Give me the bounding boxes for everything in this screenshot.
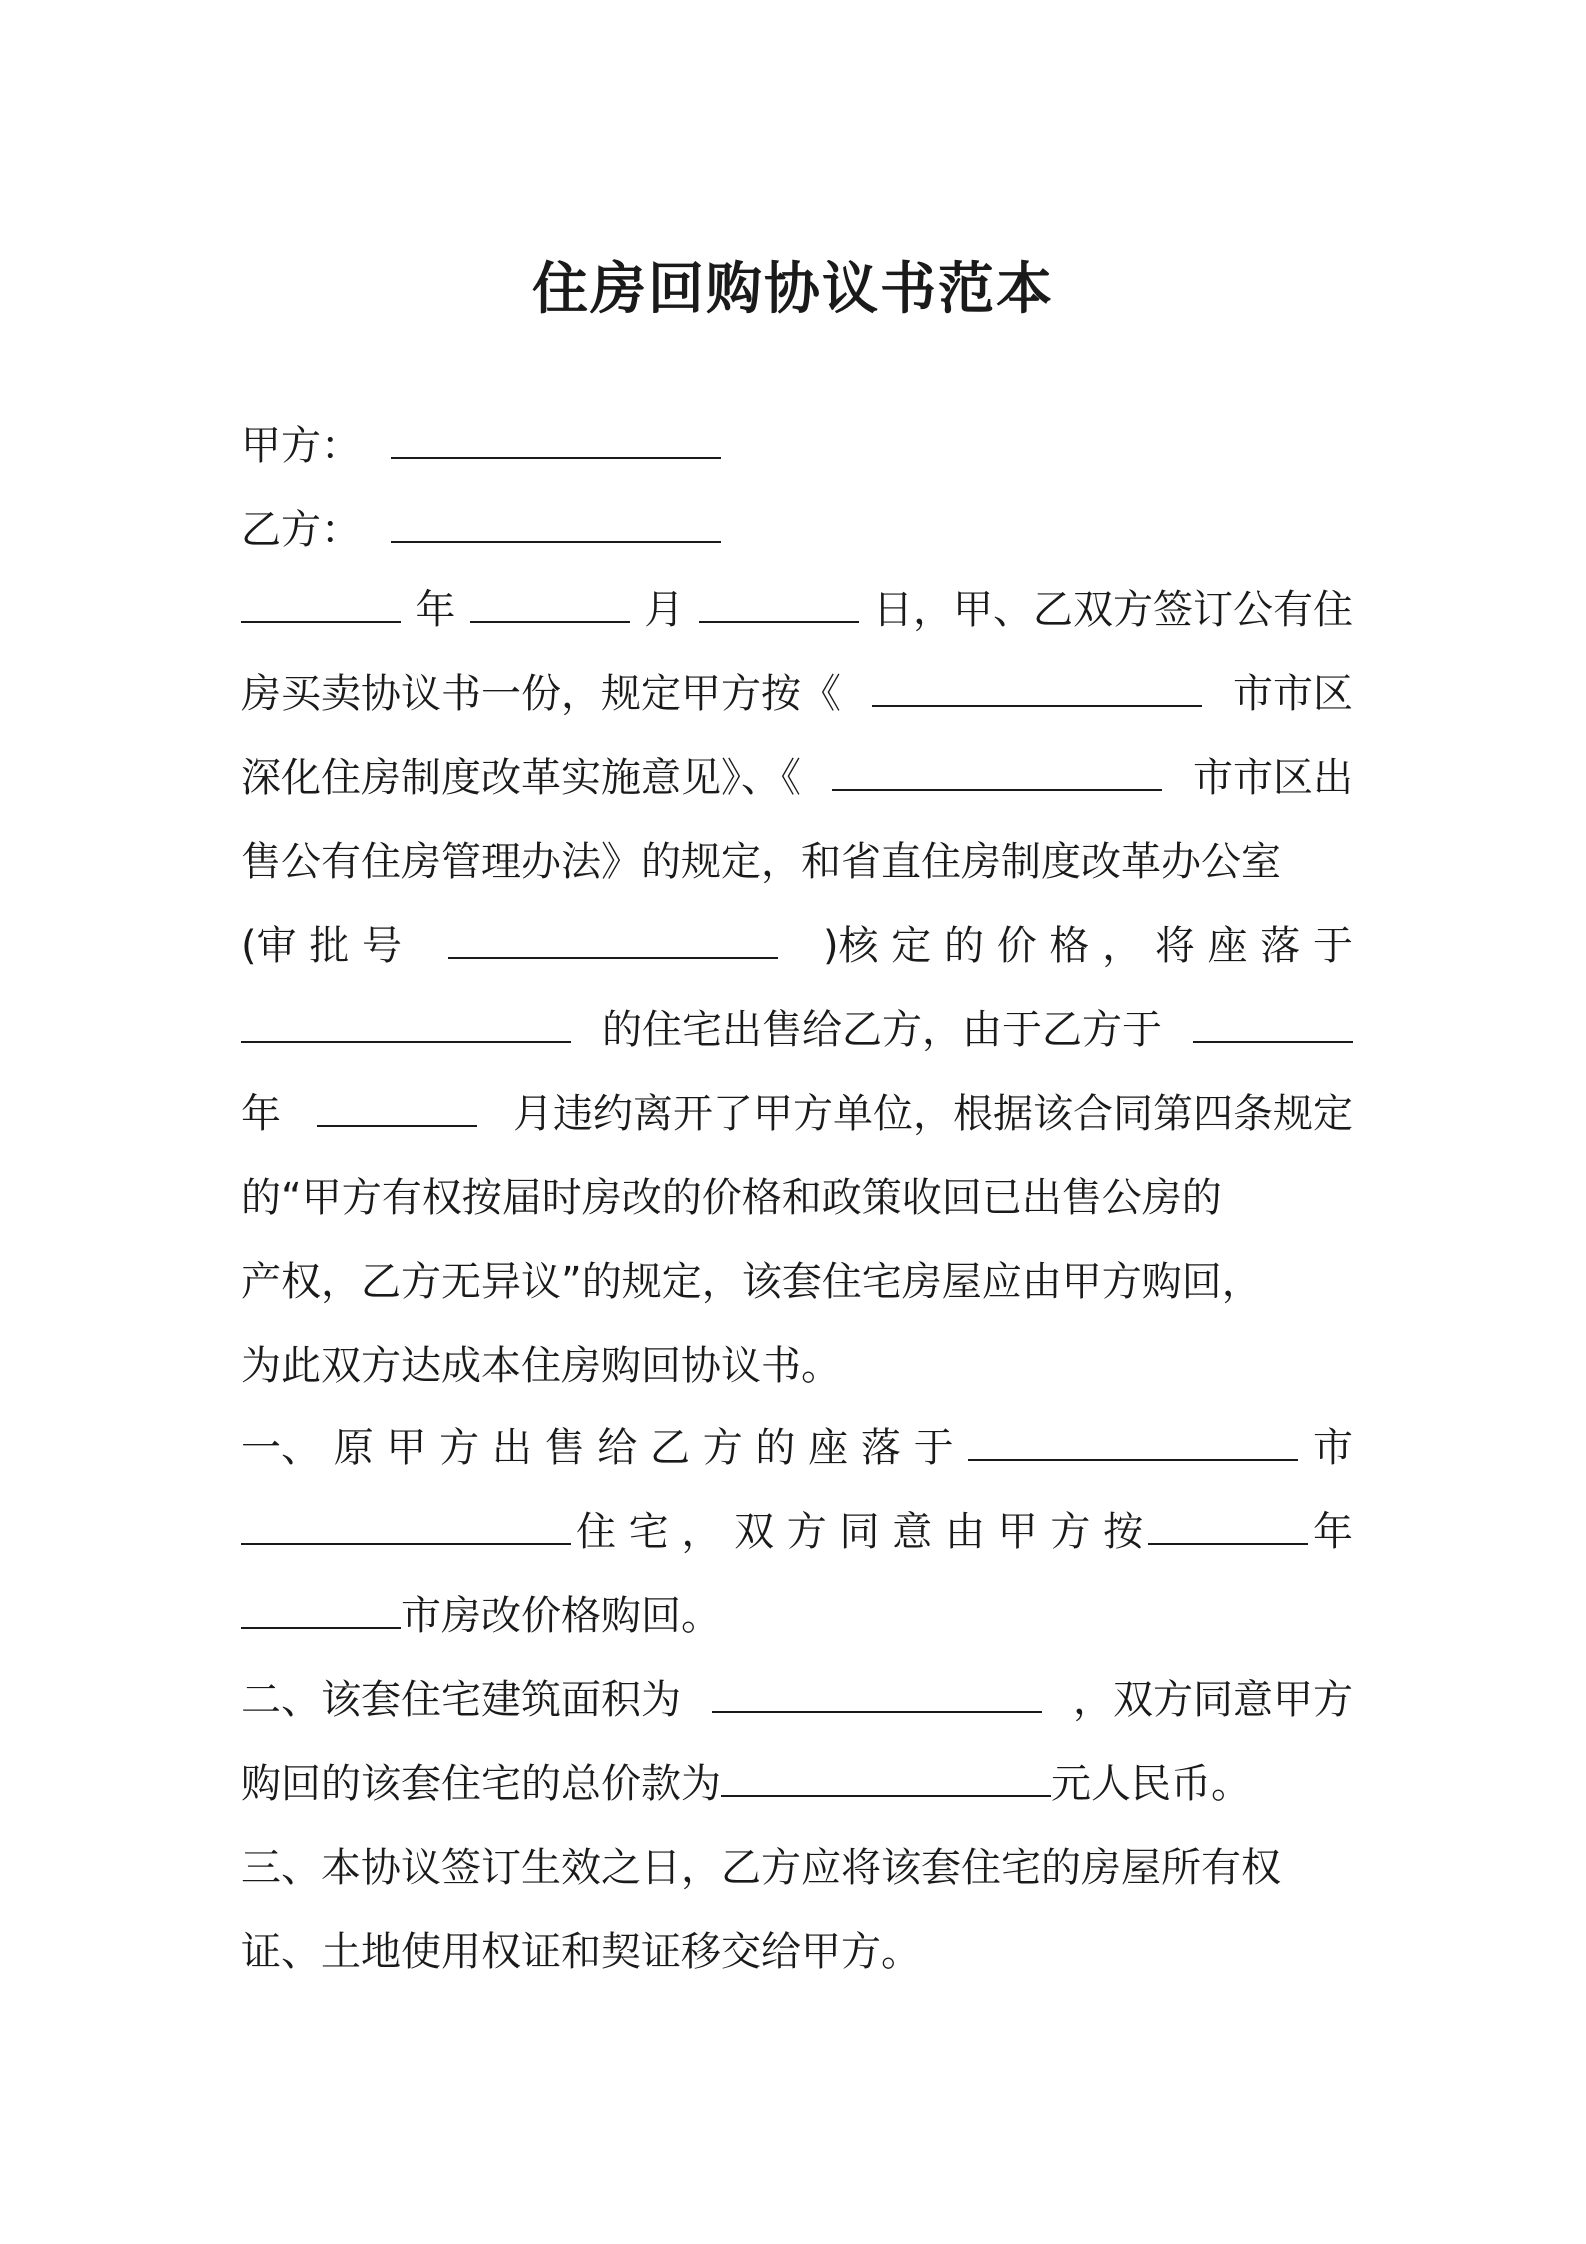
text-segment: 证、土地使用权证和契证移交给甲方。 — [241, 1929, 921, 1975]
text-segment: ，双方同意甲方 — [1073, 1677, 1353, 1723]
party-b-line — [241, 488, 1353, 572]
text-segment: 市市区出 — [1193, 755, 1353, 801]
text-line — [241, 1406, 1353, 1490]
text-line — [241, 652, 1353, 736]
text-segment: (审 批 号 — [241, 923, 403, 969]
address-blank — [241, 1505, 571, 1545]
party-a-blank — [391, 419, 721, 459]
price-blank — [721, 1757, 1051, 1797]
city-blank — [832, 751, 1162, 791]
party-a-line — [241, 404, 1353, 488]
text-segment: 市房改价格购回。 — [401, 1593, 721, 1639]
text-segment: 一、 原 甲 方 出 售 给 乙 方 的 座 落 于 — [241, 1425, 954, 1471]
text-line — [241, 1826, 1353, 1910]
party-section — [241, 404, 1353, 572]
approval-number-blank — [448, 919, 778, 959]
text-segment: 三、本协议签订生效之日，乙方应将该套住宅的房屋所有权 — [241, 1845, 1281, 1891]
text-segment: 房买卖协议书一份，规定甲方按《 — [241, 671, 841, 717]
clause-3 — [241, 1826, 1353, 1994]
city-blank — [241, 1589, 401, 1629]
text-line — [241, 1742, 1353, 1826]
year-blank — [241, 583, 401, 623]
area-blank — [712, 1673, 1042, 1713]
text-segment: )核 定 的 价 格 ， 将 座 落 于 — [822, 923, 1353, 969]
text-line — [241, 1324, 1353, 1408]
page-title: 住房回购协议书范本 — [532, 257, 1054, 322]
party-b-label: 乙方： — [241, 507, 361, 553]
text-segment: 市 — [1312, 1425, 1353, 1471]
clause-1 — [241, 1406, 1353, 1658]
text-segment: 日，甲、乙双方签订公有住 — [872, 587, 1353, 633]
month-blank — [470, 583, 630, 623]
text-segment: 月违约离开了甲方单位，根据该合同第四条规定 — [513, 1091, 1353, 1137]
text-line — [241, 988, 1353, 1072]
text-segment: 市市区 — [1233, 671, 1353, 717]
text-segment: 年 — [415, 587, 456, 633]
location-blank — [241, 1003, 571, 1043]
text-line — [241, 1240, 1353, 1324]
year-blank — [1193, 1003, 1353, 1043]
intro-paragraph — [241, 568, 1353, 1408]
day-blank — [699, 583, 859, 623]
text-segment: 为此双方达成本住房购回协议书。 — [241, 1343, 841, 1389]
text-line — [241, 1072, 1353, 1156]
text-segment: 售公有住房管理办法》的规定，和省直住房制度改革办公室 — [241, 839, 1281, 885]
month-blank — [317, 1087, 477, 1127]
text-segment: 年 — [1312, 1509, 1353, 1555]
text-segment: 的“甲方有权按届时房改的价格和政策收回已出售公房的 — [241, 1175, 1222, 1221]
text-line — [241, 1490, 1353, 1574]
clause-2 — [241, 1658, 1353, 1826]
text-line — [241, 820, 1353, 904]
year-blank — [1148, 1505, 1308, 1545]
text-line — [241, 1156, 1353, 1240]
text-segment: 购回的该套住宅的总价款为 — [241, 1761, 721, 1807]
text-segment: 住 宅 ， 双 方 同 意 由 甲 方 按 — [575, 1509, 1144, 1555]
text-segment: 月 — [644, 587, 685, 633]
text-line — [241, 1574, 1353, 1658]
city-blank — [968, 1421, 1298, 1461]
text-line — [241, 904, 1353, 988]
text-line — [241, 1658, 1353, 1742]
party-b-blank — [391, 503, 721, 543]
text-segment: 二、该套住宅建筑面积为 — [241, 1677, 681, 1723]
text-segment: 年 — [241, 1091, 281, 1137]
text-line — [241, 1910, 1353, 1994]
text-segment: 产权，乙方无异议”的规定，该套住宅房屋应由甲方购回， — [241, 1259, 1262, 1305]
text-segment: 深化住房制度改革实施意见》、《 — [241, 755, 801, 801]
text-segment: 的住宅出售给乙方，由于乙方于 — [602, 1007, 1162, 1053]
text-line — [241, 568, 1353, 652]
text-segment: 元人民币。 — [1051, 1761, 1251, 1807]
party-a-label: 甲方： — [241, 423, 361, 469]
text-line — [241, 736, 1353, 820]
city-blank — [872, 667, 1202, 707]
